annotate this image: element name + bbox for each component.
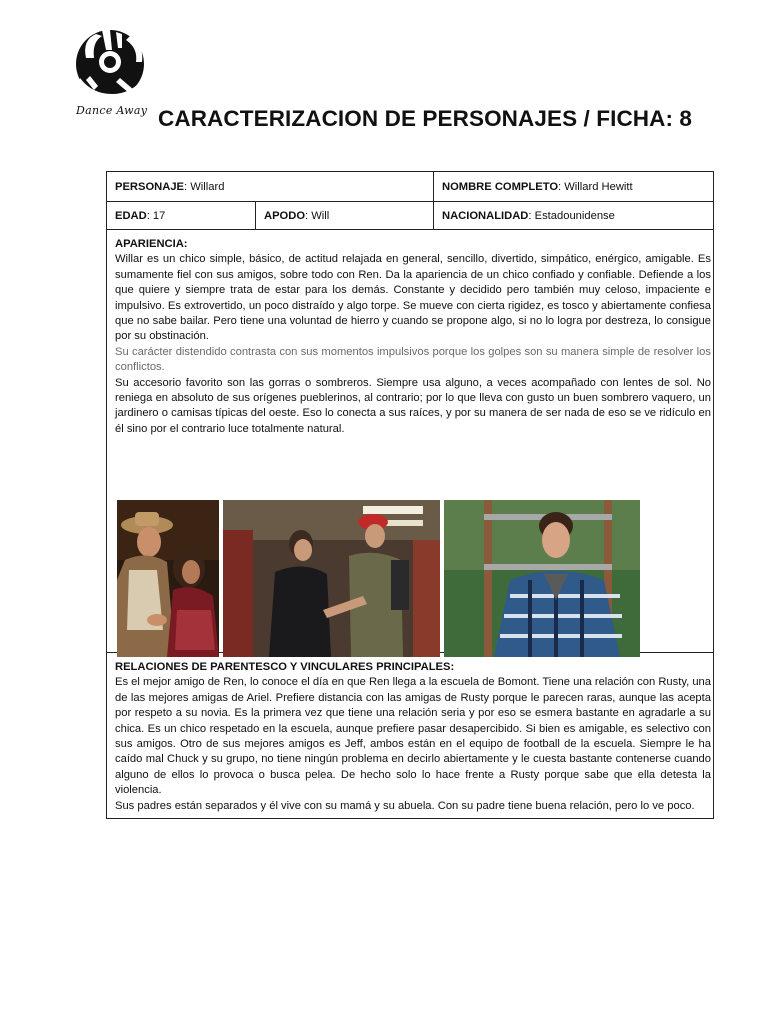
logo-emblem-icon <box>72 28 154 104</box>
personaje-cell: PERSONAJE: Willard <box>107 172 434 201</box>
nacionalidad-label: NACIONALIDAD <box>442 209 529 222</box>
edad-value: 17 <box>152 209 166 222</box>
nombre-completo-value: Willard Hewitt <box>564 180 633 193</box>
nombre-completo-cell: NOMBRE COMPLETO: Willard Hewitt <box>442 180 633 193</box>
edad-label: EDAD <box>115 209 147 222</box>
relaciones-paragraph-2: Sus padres están separados y él vive con su mamá y su abuela. Con su padre tiene buena relación, pero lo ve poco. <box>115 799 695 812</box>
edad-cell: EDAD: 17 <box>107 202 256 229</box>
photo-cowboy-hat <box>117 500 219 657</box>
character-sheet <box>106 171 714 819</box>
apariencia-heading: APARIENCIA: <box>115 238 188 250</box>
apodo-cell: APODO: Will <box>256 202 434 229</box>
nacionalidad-value: Estadounidense <box>534 209 615 222</box>
apodo-label: APODO <box>264 209 306 222</box>
sheet-row-names <box>107 172 713 202</box>
apariencia-paragraph-3: Su accesorio favorito son las gorras o sombreros. Siempre usa alguno, a veces acompañado con lentes de sol. No reniega en absoluto de sus orígenes pueblerinos, al contrario; por lo que lleva con gusto un buen sombrero vaquero, un jardinero o camisas típicas del oeste. Eso lo conecta a sus raíces, y por su manera de ser nada de eso se ve ridículo en él sino por el contrario luce totalmente natural. <box>115 376 711 435</box>
apariencia-paragraph-2: Su carácter distendido contrasta con sus momentos impulsivos porque los golpes son su manera simple de resolver los conflictos. <box>115 345 711 374</box>
photo-school-hallway <box>223 500 440 657</box>
dance-away-logo <box>72 28 154 122</box>
personaje-value: Willard <box>190 180 225 193</box>
relaciones-heading: RELACIONES DE PARENTESCO Y VINCULARES PRINCIPALES: <box>115 661 455 673</box>
apodo-value: Will <box>311 209 330 222</box>
apariencia-section <box>107 230 713 653</box>
nacionalidad-cell: NACIONALIDAD: Estadounidense <box>442 209 615 222</box>
photo-plaid-shirt <box>444 500 640 657</box>
apariencia-paragraph-1: Willar es un chico simple, básico, de actitud relajada en general, sencillo, divertido, simpático, enérgico, amigable. Es sumamente fiel con sus amigos, sobre todo con Ren. Da la apariencia de un chico confiado y confiable. Defiende a los que quiere y siempre trata de estar para los demás. Constante y decidido pero también muy celoso, impaciente e impulsivo. Es extrovertido, un poco distraído y algo torpe. Se mueve con cierta rigidez, es tosco y abiertamente confiesa que no sabe bailar. Pero tiene una voluntad de hierro y cuando se propone algo, si no lo logra por destreza, lo consigue por su obstinación. <box>115 253 711 343</box>
logo-wordmark: Dance Away <box>76 104 148 117</box>
sheet-row-details <box>107 202 713 230</box>
personaje-label: PERSONAJE <box>115 180 185 193</box>
page-title: CARACTERIZACION DE PERSONAJES / FICHA: 8 <box>158 106 693 131</box>
relaciones-section <box>107 653 713 818</box>
nombre-completo-label: NOMBRE COMPLETO <box>442 180 559 193</box>
relaciones-paragraph-1: Es el mejor amigo de Ren, lo conoce el día en que Ren llega a la escuela de Bomont. Tiene una relación con Rusty, una de las mejores amigas de Ariel. Prefiere distancia con las amigas de Rusty porque le parecen raras, aunque las acepta por respeto a su novia. Es la primera vez que tiene una relación seria y por eso se esmera bastante en agradarle a su chica. Es un chico respetado en la escuela, aunque prefiere pasar desapercibido. Si bien es amigable, es selectivo con sus amigos. Otro de sus mejores amigos es Jeff, ambos están en el equipo de football de la escuela. Siempre le ha caído mal Chuck y su grupo, no tiene ningún problema en decirlo abiertamente y le cuesta bastante contenerse cuando alguno de ellos lo provoca o busca pelea. De hecho solo lo hace frente a Rusty porque sabe que ella detesta la violencia. <box>115 676 711 797</box>
